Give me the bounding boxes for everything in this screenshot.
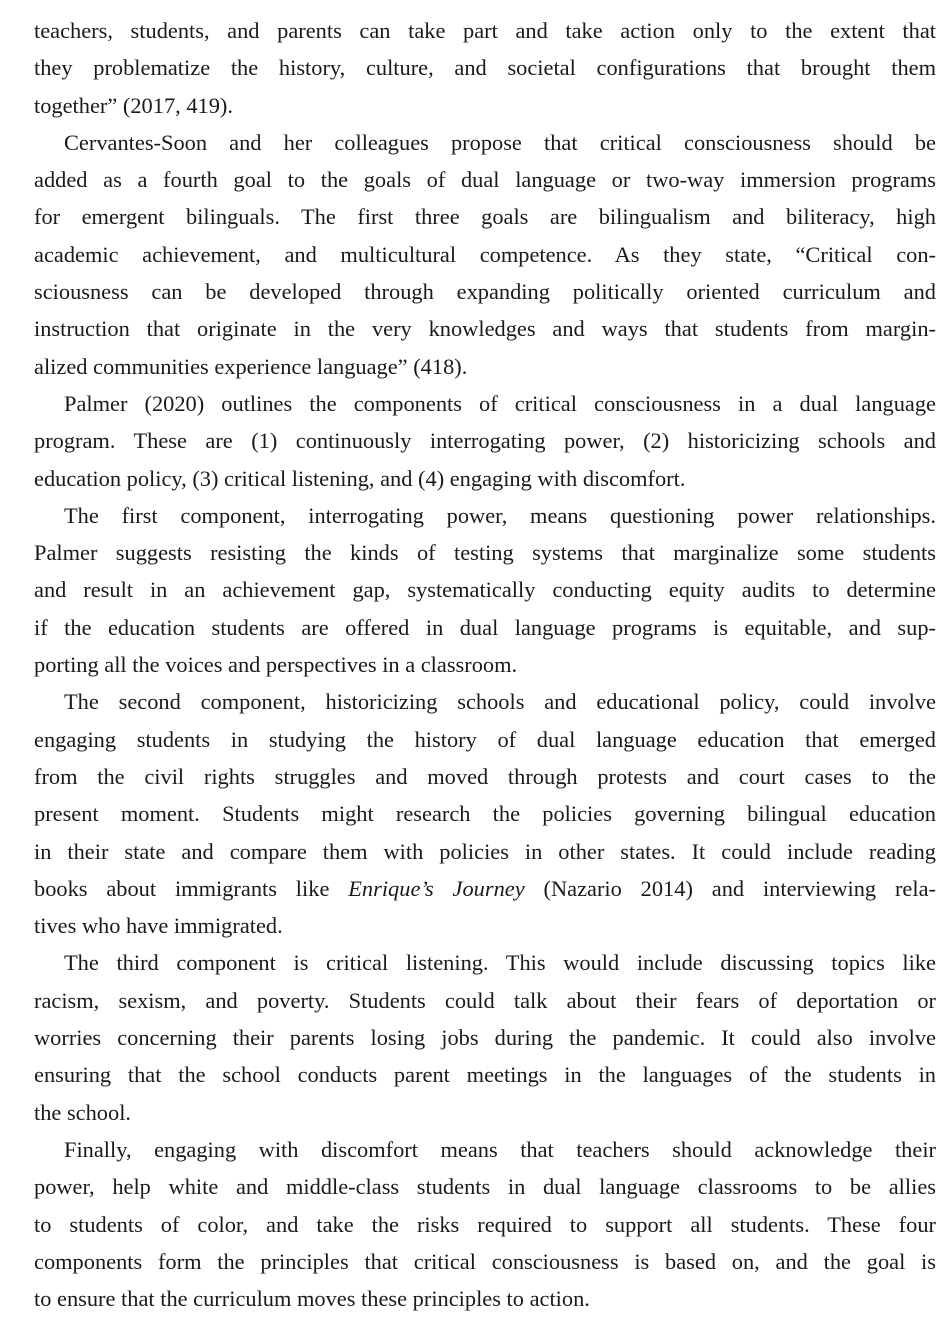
text-line: from the civil rights struggles and moved through protests and court cases to the bbox=[34, 763, 936, 789]
text-line: Finally, engaging with discomfort means that teachers should acknowledge their bbox=[64, 1136, 936, 1162]
text-line: engaging students in studying the history of dual language education that emerged bbox=[34, 726, 936, 752]
paragraph bbox=[34, 944, 936, 1130]
text-line: tives who have immigrated. bbox=[34, 913, 283, 939]
paragraph bbox=[34, 385, 936, 497]
text-line: instruction that originate in the very knowledges and ways that students from margin- bbox=[34, 316, 936, 342]
text-line: if the education students are offered in dual language programs is equitable, and sup- bbox=[34, 614, 936, 640]
text-line: in their state and compare them with policies in other states. It could include reading bbox=[34, 838, 936, 864]
text-line: sciousness can be developed through expanding politically oriented curriculum and bbox=[34, 279, 936, 305]
text-line: academic achievement, and multicultural competence. As they state, “Critical con- bbox=[34, 241, 936, 267]
paragraph bbox=[34, 124, 936, 385]
text-line: worries concerning their parents losing jobs during the pandemic. It could also involve bbox=[34, 1025, 936, 1051]
text-line bbox=[34, 870, 936, 907]
text-line: program. These are (1) continuously interrogating power, (2) historicizing schools and bbox=[34, 428, 936, 454]
text-line: for emergent bilinguals. The first three goals are bilingualism and biliteracy, high bbox=[34, 204, 936, 230]
document-page bbox=[34, 12, 936, 1317]
text-line: The second component, historicizing schools and educational policy, could involve bbox=[64, 689, 936, 715]
text-segment: books about immigrants like bbox=[34, 875, 349, 901]
text-line: the school. bbox=[34, 1099, 132, 1125]
text-line: to ensure that the curriculum moves these principles to action. bbox=[34, 1286, 590, 1312]
text-line: Cervantes-Soon and her colleagues propose that critical consciousness should be bbox=[64, 129, 936, 155]
text-line: present moment. Students might research the policies governing bilingual education bbox=[34, 801, 936, 827]
text-line: education policy, (3) critical listening, and (4) engaging with discomfort. bbox=[34, 465, 686, 491]
text-line: to students of color, and take the risks required to support all students. These four bbox=[34, 1211, 936, 1237]
text-line: racism, sexism, and poverty. Students could talk about their fears of deportation or bbox=[34, 987, 936, 1013]
text-line: alized communities experience language” (418). bbox=[34, 353, 468, 379]
text-line: they problematize the history, culture, and societal configurations that brought them bbox=[34, 55, 936, 81]
text-line: added as a fourth goal to the goals of dual language or two-way immersion programs bbox=[34, 167, 936, 193]
text-line: Palmer suggests resisting the kinds of testing systems that marginalize some students bbox=[34, 540, 936, 566]
text-line: teachers, students, and parents can take part and take action only to the extent that bbox=[34, 18, 936, 43]
book-title: Enrique’s Journey bbox=[348, 875, 525, 901]
text-line: and result in an achievement gap, systematically conducting equity audits to determine bbox=[34, 577, 936, 603]
paragraph bbox=[34, 683, 936, 944]
text-line: The third component is critical listening. This would include discussing topics like bbox=[64, 950, 936, 976]
text-line: together” (2017, 419). bbox=[34, 92, 233, 118]
paragraph bbox=[34, 497, 936, 683]
text-line: Palmer (2020) outlines the components of critical consciousness in a dual language bbox=[64, 390, 936, 416]
paragraph bbox=[34, 12, 936, 124]
text-line: components form the principles that critical consciousness is based on, and the goal is bbox=[34, 1248, 936, 1274]
text-line: ensuring that the school conducts parent meetings in the languages of the students in bbox=[34, 1062, 936, 1088]
text-line: power, help white and middle-class students in dual language classrooms to be allies bbox=[34, 1174, 936, 1200]
text-segment: (Nazario 2014) and interviewing rela- bbox=[524, 875, 936, 901]
paragraph bbox=[34, 1131, 936, 1317]
text-line: The first component, interrogating power, means questioning power relationships. bbox=[64, 502, 936, 528]
text-line: porting all the voices and perspectives in a classroom. bbox=[34, 652, 518, 678]
